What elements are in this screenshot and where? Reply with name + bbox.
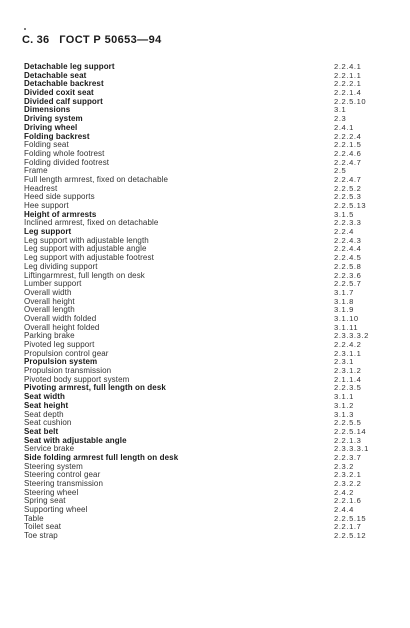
index-entry bbox=[24, 176, 386, 185]
entry-term: Steering wheel bbox=[24, 487, 79, 497]
entry-clause-ref: 2.4.4 bbox=[334, 505, 354, 515]
entry-clause-ref: 2.2.4.4 bbox=[334, 244, 362, 254]
entry-clause-ref: 2.2.5.14 bbox=[334, 426, 367, 436]
entry-clause-ref: 3.1.3 bbox=[334, 409, 354, 419]
entry-term: Driving system bbox=[24, 114, 83, 124]
entry-term: Folding seat bbox=[24, 140, 69, 150]
index-entry bbox=[24, 489, 386, 498]
entry-clause-ref: 2.2.1.7 bbox=[334, 522, 362, 532]
entry-clause-ref: 2.2.3.3 bbox=[334, 218, 362, 228]
index-entry bbox=[24, 523, 386, 532]
entry-term: Leg dividing support bbox=[24, 261, 98, 271]
entry-term: Frame bbox=[24, 166, 48, 176]
entry-term: Parking brake bbox=[24, 331, 75, 341]
index-entry bbox=[24, 280, 386, 289]
entry-clause-ref: 2.2.5.7 bbox=[334, 279, 362, 289]
entry-clause-ref: 2.2.1.1 bbox=[334, 70, 362, 80]
index-entry bbox=[24, 393, 386, 402]
entry-clause-ref: 2.1.1.4 bbox=[334, 374, 362, 384]
term-index-list bbox=[24, 63, 386, 541]
entry-clause-ref: 2.2.3.7 bbox=[334, 452, 362, 462]
entry-term: Overall length bbox=[24, 305, 75, 315]
entry-clause-ref: 2.2.5.10 bbox=[334, 96, 367, 106]
entry-term: Seat depth bbox=[24, 409, 64, 419]
entry-clause-ref: 2.2.5.3 bbox=[334, 192, 362, 202]
index-entry bbox=[24, 324, 386, 333]
entry-term: Overall width bbox=[24, 287, 72, 297]
entry-clause-ref: 2.2.2.1 bbox=[334, 79, 362, 89]
entry-term: Detachable backrest bbox=[24, 79, 104, 89]
entry-clause-ref: 2.2.1.4 bbox=[334, 88, 362, 98]
entry-term: Seat belt bbox=[24, 426, 59, 436]
entry-clause-ref: 2.2.2.4 bbox=[334, 131, 362, 141]
entry-clause-ref: 2.2.3.6 bbox=[334, 270, 362, 280]
entry-term: Folding divided footrest bbox=[24, 157, 110, 167]
entry-clause-ref: 2.3 bbox=[334, 114, 347, 124]
entry-term: Divided coxit seat bbox=[24, 88, 94, 98]
index-entry bbox=[24, 289, 386, 298]
index-entry bbox=[24, 98, 386, 107]
page-number: С. 36 bbox=[22, 34, 50, 46]
entry-clause-ref: 2.2.1.5 bbox=[334, 140, 362, 150]
entry-term: Overall height folded bbox=[24, 322, 100, 332]
entry-term: Seat cushion bbox=[24, 418, 72, 428]
entry-term: Steering control gear bbox=[24, 470, 101, 480]
entry-term: Seat height bbox=[24, 400, 69, 410]
entry-clause-ref: 2.2.4.6 bbox=[334, 148, 362, 158]
index-entry bbox=[24, 193, 386, 202]
entry-term: Seat width bbox=[24, 392, 66, 402]
entry-term: Leg support with adjustable footrest bbox=[24, 253, 154, 263]
index-entry bbox=[24, 506, 386, 515]
entry-term: Lumber support bbox=[24, 279, 82, 289]
entry-term: Dimensions bbox=[24, 105, 71, 115]
entry-clause-ref: 3.1.11 bbox=[334, 322, 359, 332]
index-entry bbox=[24, 159, 386, 168]
entry-clause-ref: 2.2.3.5 bbox=[334, 383, 362, 393]
entry-term: Full length armrest, fixed on detachable bbox=[24, 174, 169, 184]
entry-clause-ref: 2.3.2 bbox=[334, 461, 354, 471]
entry-term: Side folding armrest full length on desk bbox=[24, 452, 179, 462]
entry-term: Heed side supports bbox=[24, 192, 95, 202]
entry-term: Supporting wheel bbox=[24, 505, 88, 515]
entry-term: Folding backrest bbox=[24, 131, 90, 141]
entry-term: Seat with adjustable angle bbox=[24, 435, 127, 445]
entry-term: Leg support bbox=[24, 227, 72, 237]
entry-clause-ref: 2.2.4.7 bbox=[334, 157, 362, 167]
entry-term: Pivoted body support system bbox=[24, 374, 130, 384]
entry-clause-ref: 2.3.2.1 bbox=[334, 470, 362, 480]
index-entry bbox=[24, 532, 386, 541]
index-entry bbox=[24, 219, 386, 228]
entry-clause-ref: 2.3.1.1 bbox=[334, 348, 362, 358]
entry-term: Propulsion control gear bbox=[24, 348, 109, 358]
entry-clause-ref: 2.3.3.3.1 bbox=[334, 444, 369, 454]
entry-term: Leg support with adjustable angle bbox=[24, 244, 147, 254]
entry-term: Propulsion system bbox=[24, 357, 98, 367]
entry-clause-ref: 2.2.5.2 bbox=[334, 183, 362, 193]
entry-clause-ref: 2.2.5.13 bbox=[334, 201, 367, 210]
entry-term: Service brake bbox=[24, 444, 75, 454]
entry-clause-ref: 3.1 bbox=[334, 105, 347, 115]
entry-term: Leg support with adjustable length bbox=[24, 235, 149, 245]
entry-clause-ref: 2.2.5.5 bbox=[334, 418, 362, 428]
entry-clause-ref: 2.2.1.3 bbox=[334, 435, 362, 445]
standard-id: ГОСТ Р 50653—94 bbox=[59, 34, 162, 46]
entry-term: Spring seat bbox=[24, 496, 66, 506]
entry-clause-ref: 2.3.2.2 bbox=[334, 479, 362, 488]
entry-clause-ref: 2.2.5.15 bbox=[334, 513, 367, 523]
entry-clause-ref: 2.2.4.7 bbox=[334, 174, 362, 184]
entry-term: Headrest bbox=[24, 183, 58, 193]
entry-term: Driving wheel bbox=[24, 122, 78, 132]
entry-clause-ref: 2.4.1 bbox=[334, 122, 354, 132]
entry-clause-ref: 2.2.5.8 bbox=[334, 261, 362, 271]
index-entry bbox=[24, 133, 386, 142]
index-entry bbox=[24, 115, 386, 124]
entry-clause-ref: 2.4.2 bbox=[334, 487, 354, 497]
index-entry bbox=[24, 411, 386, 420]
entry-term: Pivoted leg support bbox=[24, 340, 95, 349]
page-header bbox=[22, 34, 162, 46]
entry-term: Steering transmission bbox=[24, 479, 104, 488]
entry-term: Detachable seat bbox=[24, 70, 87, 80]
entry-clause-ref: 3.1.7 bbox=[334, 287, 354, 297]
index-entry bbox=[24, 402, 386, 411]
entry-term: Overall width folded bbox=[24, 313, 97, 323]
entry-term: Divided calf support bbox=[24, 96, 103, 106]
entry-clause-ref: 3.1.8 bbox=[334, 296, 354, 306]
index-entry bbox=[24, 419, 386, 428]
entry-term: Table bbox=[24, 513, 44, 523]
entry-clause-ref: 3.1.2 bbox=[334, 400, 354, 410]
entry-term: Toilet seat bbox=[24, 522, 62, 532]
entry-clause-ref: 2.2.4.1 bbox=[334, 62, 362, 71]
index-entry bbox=[24, 515, 386, 524]
entry-clause-ref: 2.2.4.2 bbox=[334, 340, 362, 349]
entry-term: Steering system bbox=[24, 461, 83, 471]
entry-clause-ref: 3.1.1 bbox=[334, 392, 354, 402]
entry-clause-ref: 2.3.1.2 bbox=[334, 366, 362, 376]
entry-clause-ref: 3.1.10 bbox=[334, 313, 359, 323]
entry-clause-ref: 2.2.5.12 bbox=[334, 531, 367, 541]
entry-clause-ref: 2.3.3.3.2 bbox=[334, 331, 369, 341]
entry-clause-ref: 3.1.9 bbox=[334, 305, 354, 315]
entry-term: Inclined armrest, fixed on detachable bbox=[24, 218, 159, 228]
entry-term: Pivoting armrest, full length on desk bbox=[24, 383, 166, 393]
index-entry bbox=[24, 384, 386, 393]
index-entry bbox=[24, 437, 386, 446]
index-entry bbox=[24, 298, 386, 307]
entry-clause-ref: 2.3.1 bbox=[334, 357, 354, 367]
entry-term: Propulsion transmission bbox=[24, 366, 112, 376]
entry-term: Folding whole footrest bbox=[24, 148, 105, 158]
entry-term: Hee support bbox=[24, 201, 69, 210]
entry-term: Toe strap bbox=[24, 531, 58, 541]
entry-clause-ref: 2.2.4.3 bbox=[334, 235, 362, 245]
entry-clause-ref: 2.2.4.5 bbox=[334, 253, 362, 263]
entry-term: Overall height bbox=[24, 296, 75, 306]
entry-term: Detachable leg support bbox=[24, 62, 115, 71]
entry-clause-ref: 2.5 bbox=[334, 166, 347, 176]
entry-clause-ref: 3.1.5 bbox=[334, 209, 354, 219]
entry-clause-ref: 2.2.1.6 bbox=[334, 496, 362, 506]
entry-term: Liftingarmrest, full length on desk bbox=[24, 270, 145, 280]
page-mark bbox=[24, 28, 26, 30]
entry-clause-ref: 2.2.4 bbox=[334, 227, 354, 237]
index-entry bbox=[24, 480, 386, 489]
entry-term: Height of armrests bbox=[24, 209, 97, 219]
